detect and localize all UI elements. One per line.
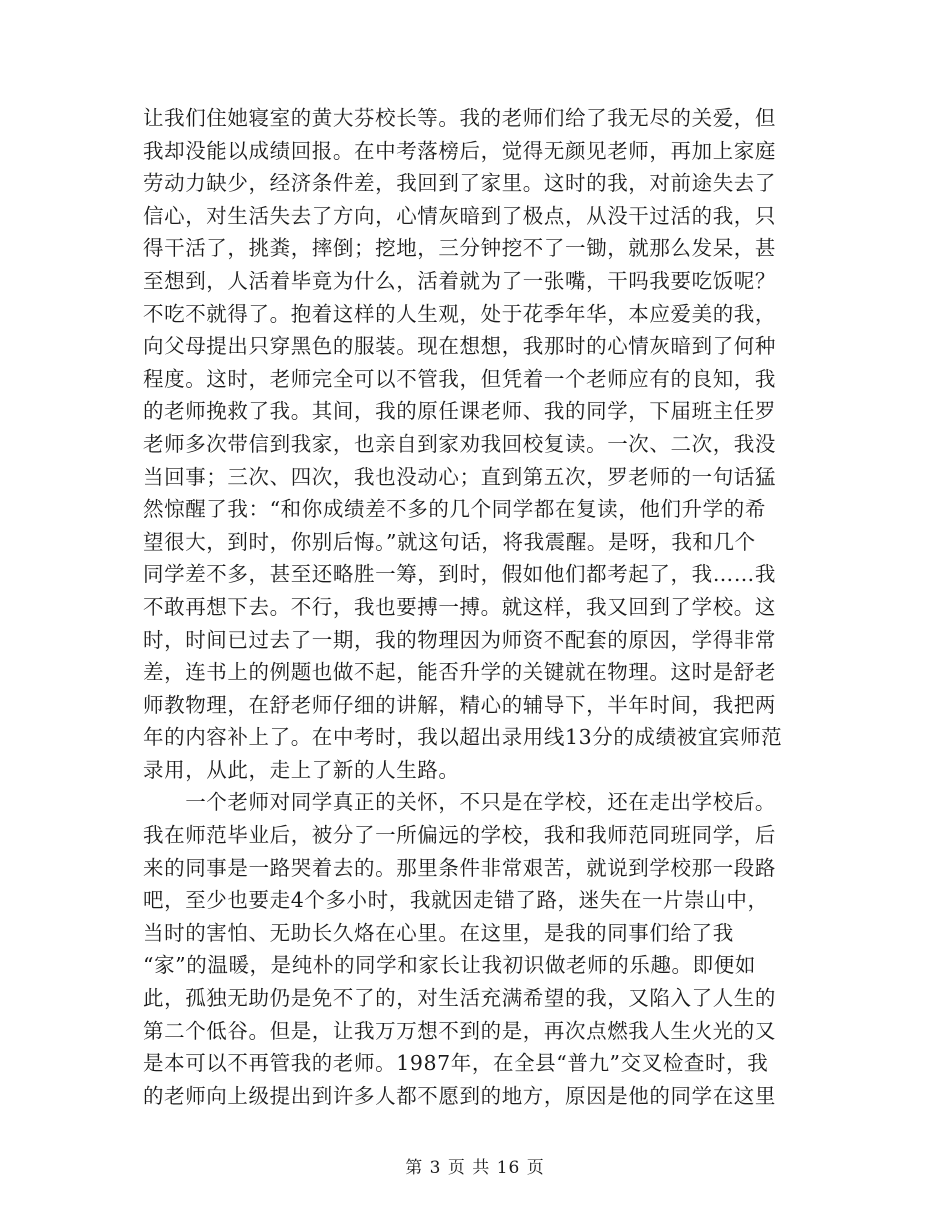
text-line: 此，孤独无助仍是免不了的，对生活充满希望的我，又陷入了人生的: [143, 986, 776, 1011]
text-line: 吧，至少也要走4个多小时，我就因走错了路，迷失在一片崇山中，: [143, 888, 769, 913]
text-line: 的老师向上级提出到许多人都不愿到的地方，原因是他的同学在这里: [143, 1083, 776, 1108]
text-line: 老师多次带信到我家，也亲自到家劝我回校复读。一次、二次，我没: [143, 431, 776, 456]
text-line: 劳动力缺少，经济条件差，我回到了家里。这时的我，对前途失去了: [143, 171, 776, 196]
text-line: 至想到，人活着毕竟为什么，活着就为了一张嘴，干吗我要吃饭呢？: [143, 268, 776, 293]
text-line: 让我们住她寝室的黄大芬校长等。我的老师们给了我无尽的关爱，但: [143, 106, 776, 130]
text-line: 当回事；三次、四次，我也没动心；直到第五次，罗老师的一句话猛: [143, 464, 776, 489]
text-line: 不吃不就得了。抱着这样的人生观，处于花季年华，本应爱美的我，: [143, 301, 776, 326]
text-line: 第二个低谷。但是，让我万万想不到的是，再次点燃我人生火光的又: [143, 1018, 776, 1043]
text-line: 得干活了，挑粪，摔倒；挖地，三分钟挖不了一锄，就那么发呆，甚: [143, 236, 776, 261]
text-line: 同学差不多，甚至还略胜一筹，到时，假如他们都考起了，我……我: [143, 562, 776, 587]
text-line: 录用，从此，走上了新的人生路。: [143, 757, 460, 782]
text-line: 我却没能以成绩回报。在中考落榜后，觉得无颜见老师，再加上家庭: [143, 138, 776, 163]
text-line: 一个老师对同学真正的关怀，不只是在学校，还在走出学校后。: [143, 790, 776, 815]
text-line: 然惊醒了我：“和你成绩差不多的几个同学都在复读，他们升学的希: [143, 497, 766, 522]
text-line: 向父母提出只穿黑色的服装。现在想想，我那时的心情灰暗到了何种: [143, 334, 776, 359]
body-text: [143, 102, 803, 1112]
text-line: 望很大，到时，你别后悔。”就这句话，将我震醒。是呀，我和几个: [143, 529, 756, 554]
text-line: 是本可以不再管我的老师。1987年，在全县“普九”交叉检查时，我: [143, 1051, 769, 1076]
text-line: 我在师范毕业后，被分了一所偏远的学校，我和我师范同班同学，后: [143, 823, 776, 848]
text-line: 来的同事是一路哭着去的。那里条件非常艰苦，就说到学校那一段路: [143, 855, 776, 880]
text-line: “家”的温暖，是纯朴的同学和家长让我初识做老师的乐趣。即便如: [143, 953, 756, 978]
text-line: 时，时间已过去了一期，我的物理因为师资不配套的原因，学得非常: [143, 627, 776, 652]
text-line: 差，连书上的例题也做不起，能否升学的关键就在物理。这时是舒老: [143, 660, 776, 685]
text-line: 当时的害怕、无助长久烙在心里。在这里，是我的同事们给了我: [143, 920, 734, 945]
text-line: 信心，对生活失去了方向，心情灰暗到了极点，从没干过活的我，只: [143, 203, 776, 228]
text-line: 的老师挽救了我。其间，我的原任课老师、我的同学，下届班主任罗: [143, 399, 776, 424]
text-line: 不敢再想下去。不行，我也要搏一搏。就这样，我又回到了学校。这: [143, 594, 776, 619]
text-line: 师教物理，在舒老师仔细的讲解，精心的辅导下，半年时间，我把两: [143, 692, 776, 717]
text-line: 程度。这时，老师完全可以不管我，但凭着一个老师应有的良知，我: [143, 366, 776, 391]
text-line: 年的内容补上了。在中考时，我以超出录用线13分的成绩被宜宾师范: [143, 725, 783, 750]
page-number-footer: 第 3 页 共 16 页: [405, 1158, 545, 1178]
